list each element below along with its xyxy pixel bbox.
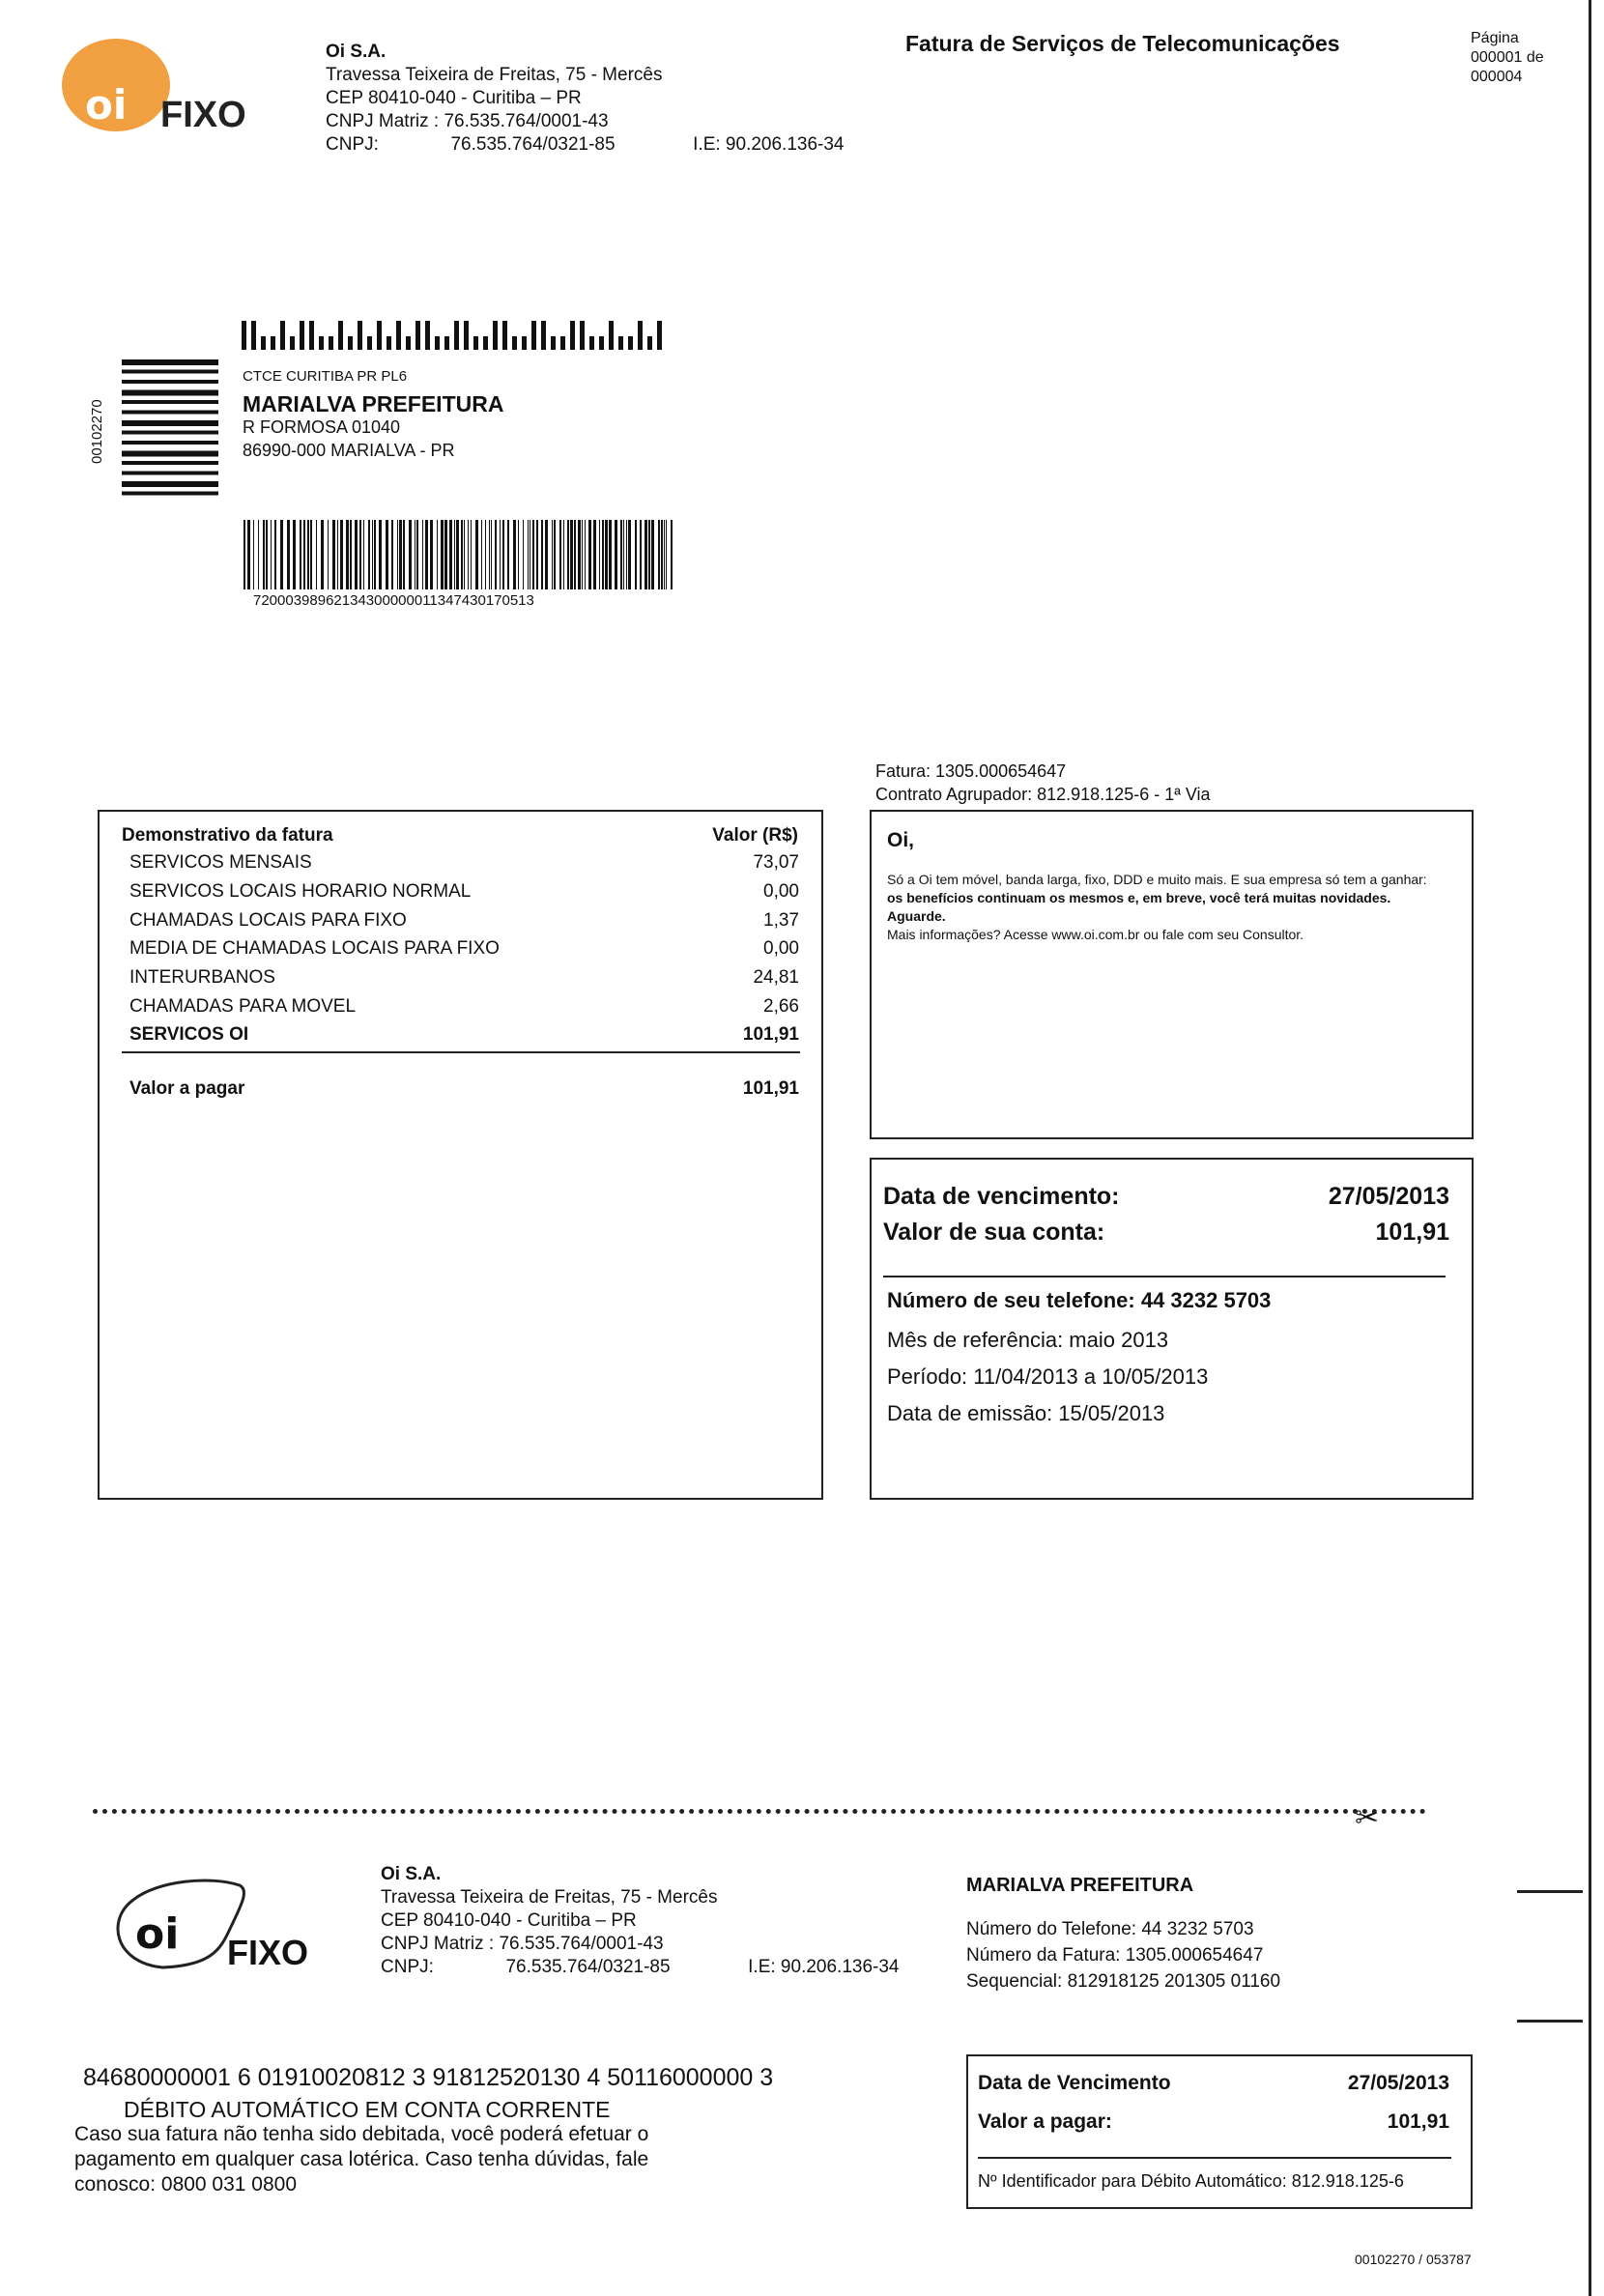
statement-header-label: Demonstrativo da fatura bbox=[122, 825, 333, 846]
statement-row-value: 0,00 bbox=[763, 881, 799, 902]
statement-row-subtotal bbox=[129, 1024, 799, 1046]
slip-sequence: Sequencial: 812918125 201305 01160 bbox=[966, 1971, 1281, 1992]
page-label: Página bbox=[1471, 30, 1519, 46]
company-cnpj-matriz: CNPJ Matriz : 76.535.764/0001-43 bbox=[326, 111, 609, 131]
page-total: 000004 bbox=[1471, 69, 1523, 85]
page-indicator bbox=[1471, 29, 1544, 87]
slip-company-cnpj-matriz: CNPJ Matriz : 76.535.764/0001-43 bbox=[381, 1934, 664, 1954]
statement-total bbox=[129, 1078, 799, 1100]
billing-period: Período: 11/04/2013 a 10/05/2013 bbox=[887, 1364, 1209, 1389]
slip-phone: Número do Telefone: 44 3232 5703 bbox=[966, 1919, 1254, 1939]
slip-customer-name: MARIALVA PREFEITURA bbox=[966, 1875, 1194, 1896]
slip-due-date bbox=[978, 2072, 1449, 2095]
recipient-route: CTCE CURITIBA PR PL6 bbox=[243, 368, 408, 385]
due-divider bbox=[883, 1276, 1446, 1277]
statement-divider bbox=[122, 1051, 800, 1053]
statement-row-label: SERVICOS LOCAIS HORARIO NORMAL bbox=[129, 881, 472, 902]
statement-row-label: SERVICOS MENSAIS bbox=[129, 852, 312, 873]
auto-debit-text: Caso sua fatura não tenha sido debitada, você poderá efetuar o pagamento em qualquer casa lotérica. Caso tenha dúvidas, fale conosco: 0800 031 0800 bbox=[74, 2123, 649, 2196]
scissors-icon: ✂ bbox=[1355, 1801, 1380, 1835]
due-date-value: 27/05/2013 bbox=[1328, 1183, 1449, 1210]
statement-row-value: 0,00 bbox=[763, 938, 799, 959]
statement-row-label: INTERURBANOS bbox=[129, 967, 275, 988]
statement-row bbox=[129, 910, 799, 932]
slip-due-divider bbox=[978, 2157, 1451, 2159]
slip-logo-fixo-text: FIXO bbox=[227, 1933, 309, 1972]
slip-customer-info bbox=[966, 1873, 1280, 1995]
phone-number: Número de seu telefone: 44 3232 5703 bbox=[887, 1288, 1272, 1312]
invoice-number: Fatura: 1305.000654647 bbox=[875, 761, 1067, 781]
auto-debit-title: DÉBITO AUTOMÁTICO EM CONTA CORRENTE bbox=[124, 2097, 611, 2122]
company-ie: I.E: 90.206.136-34 bbox=[693, 134, 845, 155]
account-value-amount: 101,91 bbox=[1375, 1219, 1449, 1246]
company-address: Travessa Teixeira de Freitas, 75 - Mercês bbox=[326, 65, 663, 85]
company-name: Oi S.A. bbox=[326, 42, 387, 62]
side-mark bbox=[1517, 2020, 1583, 2023]
message-more-info: Mais informações? Acesse www.oi.com.br ou fale com seu Consultor. bbox=[887, 927, 1304, 942]
logo-fixo-text: FIXO bbox=[160, 95, 246, 135]
footer-number: 00102270 / 053787 bbox=[1355, 2252, 1472, 2267]
statement-row-value: 24,81 bbox=[753, 967, 799, 988]
invoice-reference bbox=[875, 760, 1211, 806]
slip-company-info bbox=[381, 1863, 899, 1979]
statement-row bbox=[129, 996, 799, 1018]
cut-line bbox=[93, 1809, 1426, 1814]
account-value bbox=[883, 1219, 1449, 1247]
slip-due-date-label: Data de Vencimento bbox=[978, 2072, 1171, 2094]
statement-row-label: CHAMADAS PARA MOVEL bbox=[129, 996, 357, 1017]
reference-month: Mês de referência: maio 2013 bbox=[887, 1328, 1169, 1352]
statement-row-value: 101,91 bbox=[742, 1024, 799, 1045]
slip-company-cep: CEP 80410-040 - Curitiba – PR bbox=[381, 1910, 637, 1931]
slip-amount-value: 101,91 bbox=[1387, 2110, 1449, 2133]
message-greeting: Oi, bbox=[887, 829, 915, 851]
slip-company-cnpj-label: CNPJ: bbox=[381, 1957, 434, 1977]
issue-date: Data de emissão: 15/05/2013 bbox=[887, 1401, 1165, 1425]
message-text: Só a Oi tem móvel, banda larga, fixo, DDD e muito mais. E sua empresa só tem a ganhar: bbox=[887, 872, 1427, 887]
slip-amount-label: Valor a pagar: bbox=[978, 2110, 1112, 2133]
payment-digit-line: 84680000001 6 01910020812 3 91812520130 4 50116000000 3 bbox=[83, 2064, 774, 2091]
recipient-address bbox=[243, 365, 503, 462]
company-cnpj-value: 76.535.764/0321-85 bbox=[450, 134, 616, 155]
statement-row bbox=[129, 881, 799, 903]
logo-oi-text: oi bbox=[85, 81, 128, 129]
statement-row-label: MEDIA DE CHAMADAS LOCAIS PARA FIXO bbox=[129, 938, 500, 959]
slip-logo-oi-text: oi bbox=[135, 1909, 180, 1959]
page-edge bbox=[1589, 0, 1591, 2296]
statement-row bbox=[129, 938, 799, 960]
barcode-number: 72000398962134300000011347430170513 bbox=[253, 592, 534, 609]
message-content bbox=[887, 831, 1438, 944]
slip-amount bbox=[978, 2110, 1449, 2134]
slip-company-name: Oi S.A. bbox=[381, 1864, 442, 1884]
account-value-label: Valor de sua conta: bbox=[883, 1219, 1105, 1246]
statement-row bbox=[129, 967, 799, 989]
slip-due-date-value: 27/05/2013 bbox=[1347, 2072, 1449, 2094]
statement-row-label: SERVICOS OI bbox=[129, 1024, 249, 1045]
message-text-bold: os benefícios continuam os mesmos e, em breve, você terá muitas novidades. Aguarde. bbox=[887, 890, 1391, 924]
slip-company-cnpj-value: 76.535.764/0321-85 bbox=[505, 1957, 671, 1977]
page-number: 000001 de bbox=[1471, 49, 1544, 66]
company-cnpj-label: CNPJ: bbox=[326, 134, 379, 155]
statement-header-value: Valor (R$) bbox=[712, 825, 798, 846]
postal-barcode bbox=[242, 317, 672, 350]
recipient-street: R FORMOSA 01040 bbox=[243, 417, 401, 437]
statement-total-value: 101,91 bbox=[742, 1078, 799, 1099]
statement-total-label: Valor a pagar bbox=[129, 1078, 245, 1099]
due-date-label: Data de vencimento: bbox=[883, 1183, 1120, 1210]
recipient-city: 86990-000 MARIALVA - PR bbox=[243, 441, 455, 460]
statement-row bbox=[129, 852, 799, 874]
contract-number: Contrato Agrupador: 812.918.125-6 - 1ª Via bbox=[875, 785, 1211, 804]
due-date bbox=[883, 1183, 1449, 1211]
side-mark bbox=[1517, 1890, 1583, 1893]
statement-row-value: 1,37 bbox=[763, 910, 799, 931]
main-barcode bbox=[243, 520, 680, 589]
slip-company-ie: I.E: 90.206.136-34 bbox=[748, 1957, 900, 1977]
slip-company-address: Travessa Teixeira de Freitas, 75 - Mercês bbox=[381, 1887, 718, 1908]
recipient-name: MARIALVA PREFEITURA bbox=[243, 391, 504, 416]
slip-invoice: Número da Fatura: 1305.000654647 bbox=[966, 1945, 1264, 1966]
document-title: Fatura de Serviços de Telecomunicações bbox=[905, 31, 1340, 56]
company-info bbox=[326, 41, 844, 157]
side-number: 00102270 bbox=[89, 399, 105, 464]
auto-debit-identifier: Nº Identificador para Débito Automático: 812.918.125-6 bbox=[978, 2171, 1404, 2191]
statement-row-value: 2,66 bbox=[763, 996, 799, 1017]
statement-row-label: CHAMADAS LOCAIS PARA FIXO bbox=[129, 910, 407, 931]
statement-header bbox=[122, 825, 798, 847]
company-cep: CEP 80410-040 - Curitiba – PR bbox=[326, 88, 582, 108]
side-barcode-block bbox=[122, 359, 218, 502]
statement-row-value: 73,07 bbox=[753, 852, 799, 873]
